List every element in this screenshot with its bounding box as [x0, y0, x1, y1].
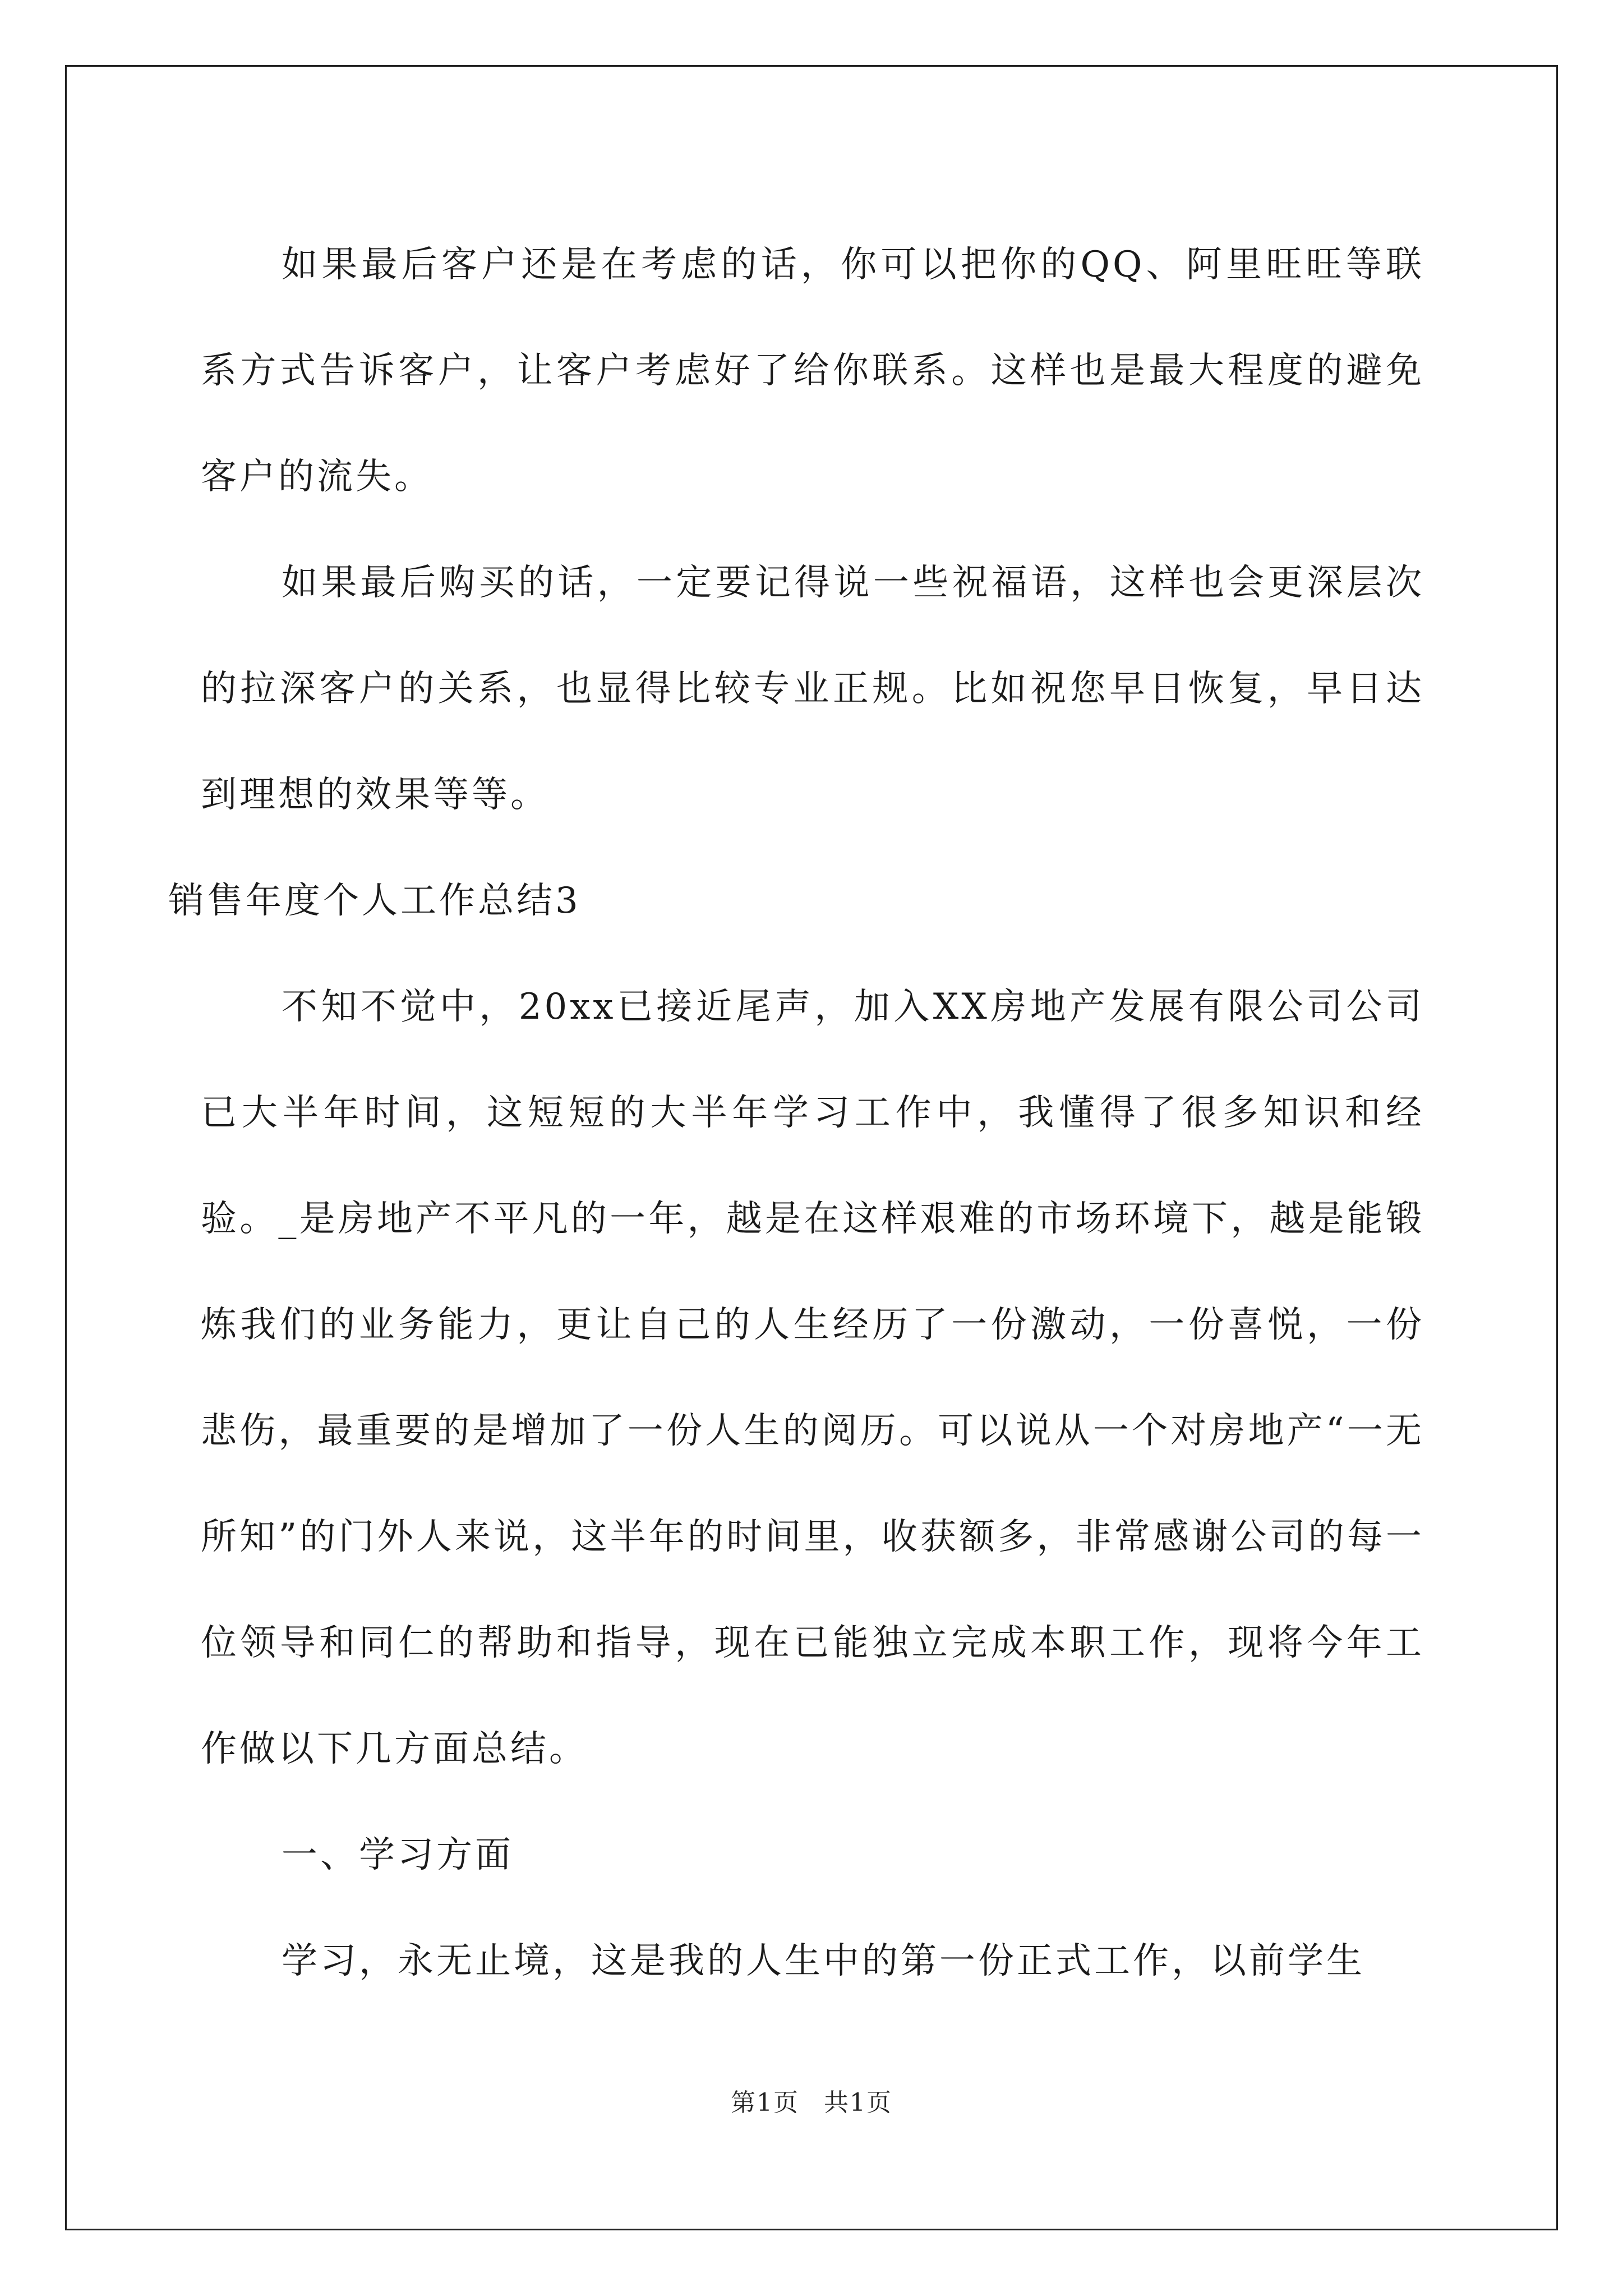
paragraph: 不知不觉中，20xx已接近尾声，加入XX房地产发展有限公司公司已大半年时间，这短短的大半年学习工作中，我懂得了很多知识和经验。_是房地产不平凡的一年，越是在这样艰难的市场环境下，越是能锻炼我们的业务能力，更让自己的人生经历了一份激动，一份喜悦，一份悲伤，最重要的是增加了一份人生的阅历。可以说从一个对房地产“一无所知”的门外人来说，这半年的时间里，收获额多，非常感谢公司的每一位领导和同仁的帮助和指导，现在已能独立完成本职工作，现将今年工作做以下几方面总结。 [201, 986, 1424, 1770]
page-total: 共1页 [824, 2088, 892, 2117]
paragraph: 如果最后购买的话，一定要记得说一些祝福语，这样也会更深层次的拉深客户的关系，也显得比较专业正规。比如祝您早日恢复，早日达到理想的效果等等。 [201, 562, 1424, 816]
document-body [168, 212, 1424, 2014]
subsection-heading: 一、学习方面 [282, 1834, 514, 1876]
page-number: 第1页 [731, 2088, 799, 2117]
page-footer [0, 2082, 1623, 2118]
paragraph: 学习，永无止境，这是我的人生中的第一份正式工作，以前学生 [282, 1940, 1365, 1982]
section-title: 销售年度个人工作总结3 [168, 880, 581, 922]
paragraph: 如果最后客户还是在考虑的话，你可以把你的QQ、阿里旺旺等联系方式告诉客户，让客户考虑好了给你联系。这样也是最大程度的避免客户的流失。 [201, 244, 1424, 498]
